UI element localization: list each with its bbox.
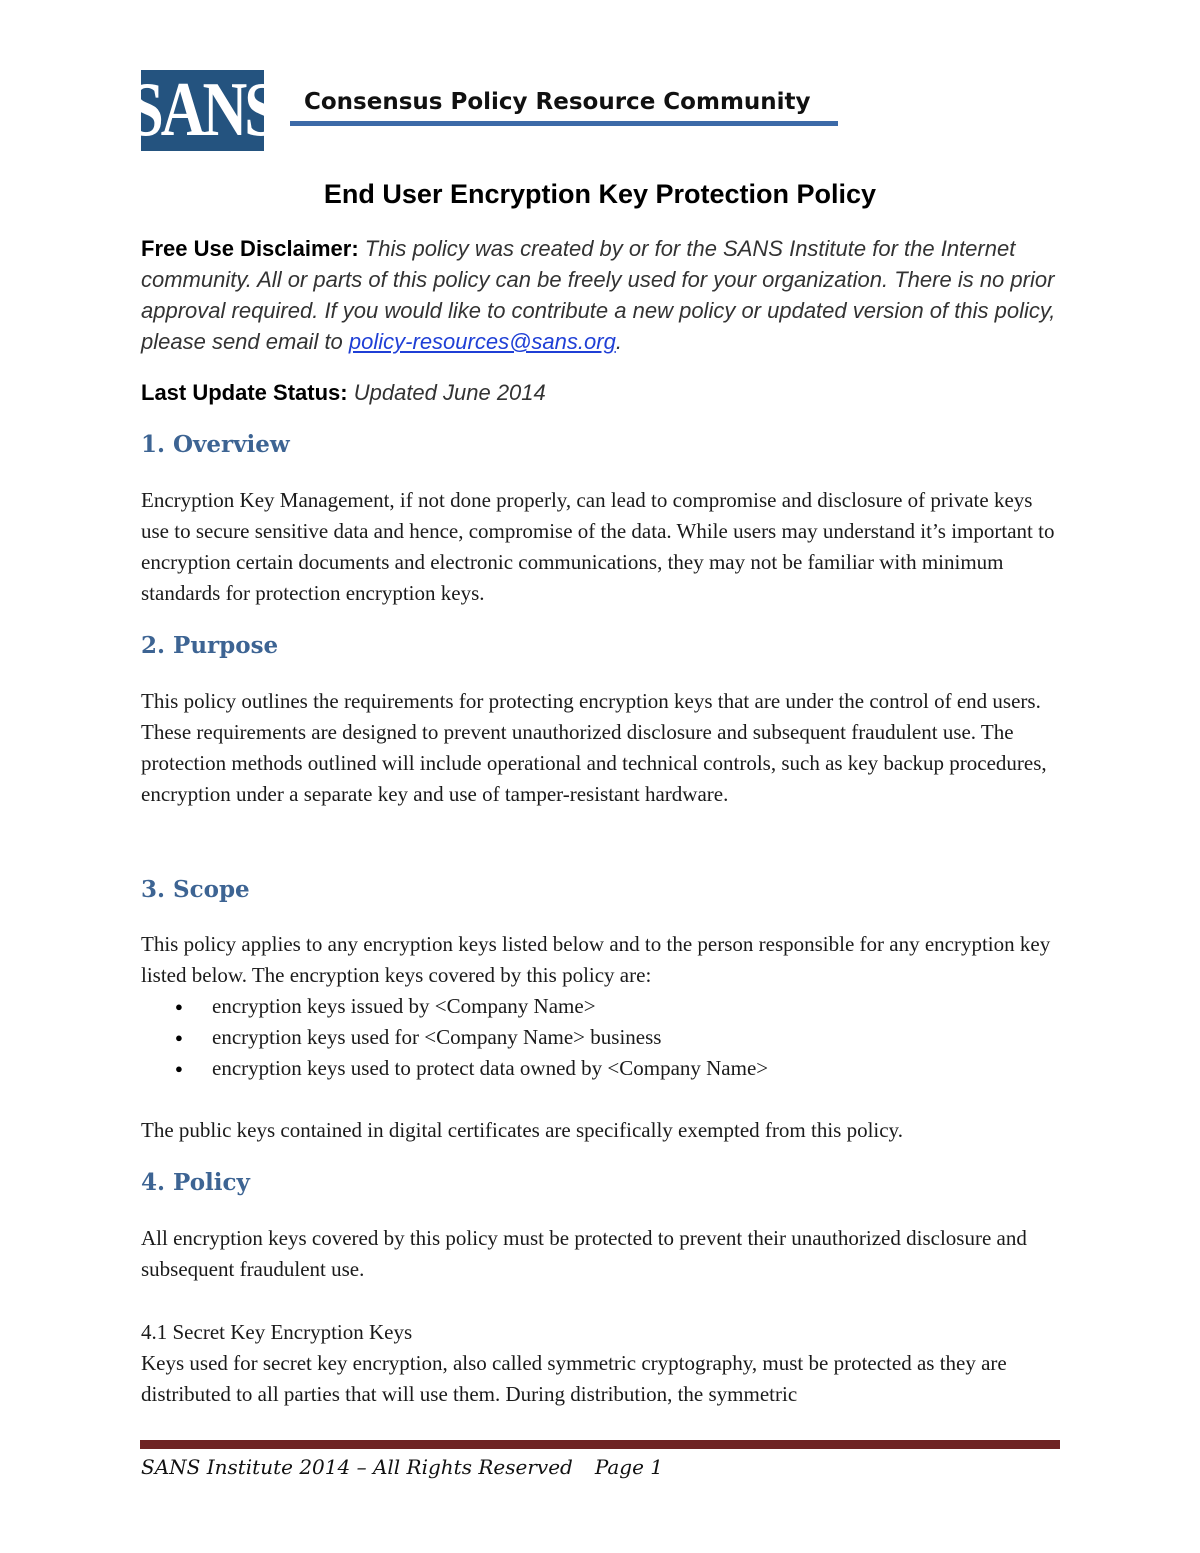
list-item: ● encryption keys used to protect data owned by <Company Name> [141, 1053, 768, 1084]
email-link[interactable]: policy-resources@sans.org [348, 329, 616, 354]
header-title: Consensus Policy Resource Community [304, 89, 811, 115]
footer-rule [140, 1440, 1060, 1449]
policy-subheading: 4.1 Secret Key Encryption Keys [141, 1320, 413, 1344]
disclaimer-label: Free Use Disclaimer: [141, 236, 359, 261]
disclaimer-end: . [615, 329, 622, 354]
page-number: Page 1 [594, 1455, 664, 1479]
list-item: ● encryption keys used for <Company Name> business [141, 1022, 768, 1053]
purpose-body: This policy outlines the requirements for protecting encryption keys that are under the control of end users. These requirements are designed to prevent unauthorized disclosure and subsequent fraudulent use. The protection methods outlined will include operational and technical controls, such as key backup procedures, encryption under a separate key and use of tamper-resistant hardware. [141, 689, 1047, 806]
last-update-label: Last Update Status: [141, 380, 348, 405]
scope-body: This policy applies to any encryption keys listed below and to the person responsible for any encryption key listed below. The encryption keys covered by this policy are: [141, 932, 1051, 987]
sans-logo [129, 67, 276, 153]
logo-text: SANS [129, 67, 276, 153]
document-title: End User Encryption Key Protection Policy [323, 179, 877, 209]
heading-purpose: 2. Purpose [141, 632, 279, 659]
disclaimer [141, 233, 1061, 357]
overview-body: Encryption Key Management, if not done properly, can lead to compromise and disclosure of private keys use to secure sensitive data and hence, compromise of the data. While users may understand it’s important to encryption certain documents and electronic communications, they may not be familiar with minimum standards for protection encryption keys. [141, 488, 1055, 605]
policy-subbody: Keys used for secret key encryption, also called symmetric cryptography, must be protected as they are distributed to all parties that will use them. During distribution, the symmetric [141, 1351, 1007, 1406]
header-rule [290, 121, 838, 126]
heading-overview: 1. Overview [141, 431, 290, 458]
scope-bullet-list [141, 991, 768, 1084]
policy-body: All encryption keys covered by this policy must be protected to prevent their unauthorized disclosure and subsequent fraudulent use. [141, 1226, 1027, 1281]
list-item: ● encryption keys issued by <Company Name> [141, 991, 768, 1022]
last-update [141, 377, 1061, 408]
footer-copyright: SANS Institute 2014 – All Rights Reserved [141, 1455, 573, 1479]
scope-note: The public keys contained in digital certificates are specifically exempted from this policy. [141, 1118, 903, 1142]
heading-scope: 3. Scope [141, 876, 250, 903]
footer [141, 1455, 663, 1479]
last-update-value: Updated June 2014 [353, 380, 546, 405]
heading-policy: 4. Policy [141, 1169, 250, 1196]
disclaimer-text: This policy was created by or for the SANS Institute for the Internet community. All or parts of this policy can be freely used for your organization. There is no prior approval required. If you would like to contribute a new policy or updated version of this policy, please send email to [141, 236, 1056, 354]
